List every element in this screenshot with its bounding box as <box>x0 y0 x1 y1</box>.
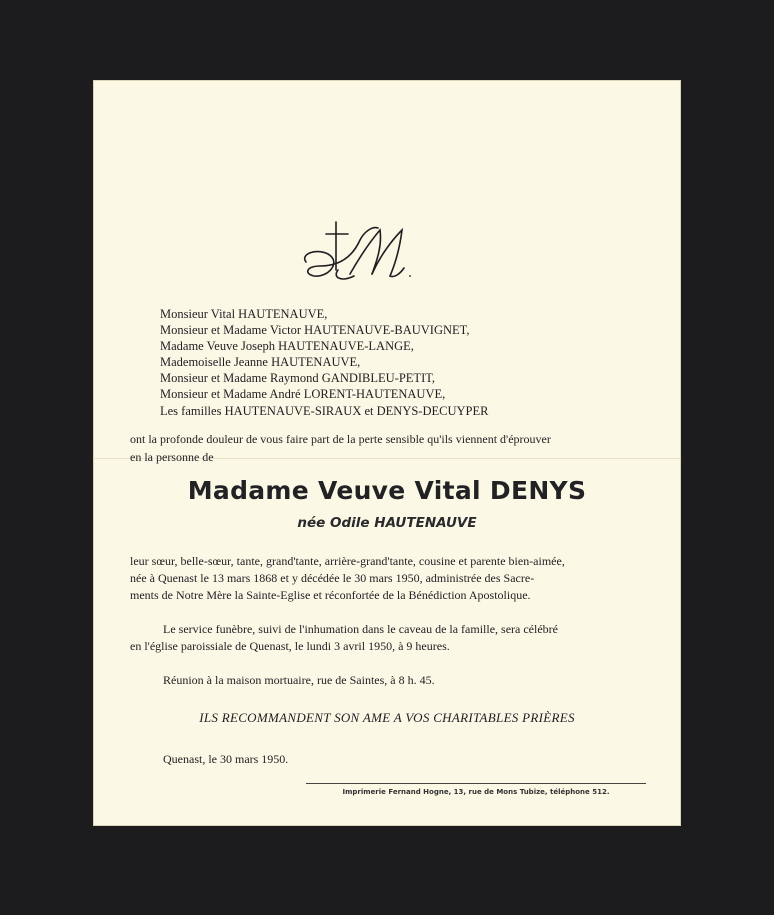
printer-imprint: Imprimerie Fernand Hogne, 13, rue de Mons Tubize, téléphone 512. <box>342 788 610 796</box>
service-line: Le service funèbre, suivi de l'inhumation dans le caveau de la famille, sera célébré <box>163 622 558 636</box>
details-line: leur sœur, belle-sœur, tante, grand'tante, arrière-grand'tante, cousine et parente bien-aimée, <box>130 554 565 568</box>
deceased-name: Madame Veuve Vital DENYS <box>187 476 587 505</box>
maiden-name: née Odile HAUTENAUVE <box>297 515 477 531</box>
cross-monogram-icon <box>298 218 418 286</box>
family-member: Monsieur et Madame André LORENT-HAUTENAUVE, <box>160 387 446 401</box>
announcement-line: en la personne de <box>130 450 214 464</box>
family-member: Madame Veuve Joseph HAUTENAUVE-LANGE, <box>160 339 414 353</box>
mourning-card <box>93 80 681 826</box>
details-line: ments de Notre Mère la Sainte-Eglise et réconfortée de la Bénédiction Apostolique. <box>130 588 531 602</box>
family-member: Les familles HAUTENAUVE-SIRAUX et DENYS-DECUYPER <box>160 404 489 418</box>
family-member: Monsieur et Madame Raymond GANDIBLEU-PETIT, <box>160 371 436 385</box>
family-member: Monsieur et Madame Victor HAUTENAUVE-BAUVIGNET, <box>160 323 470 337</box>
reunion-line: Réunion à la maison mortuaire, rue de Saintes, à 8 h. 45. <box>163 673 435 687</box>
printer-divider <box>306 783 646 784</box>
service-line: en l'église paroissiale de Quenast, le lundi 3 avril 1950, à 9 heures. <box>130 639 450 653</box>
details-line: née à Quenast le 13 mars 1868 et y décédée le 30 mars 1950, administrée des Sacre- <box>130 571 535 585</box>
family-member: Mademoiselle Jeanne HAUTENAUVE, <box>160 355 361 369</box>
family-member: Monsieur Vital HAUTENAUVE, <box>160 307 328 321</box>
announcement-line: ont la profonde douleur de vous faire part de la perte sensible qu'ils viennent d'éprouver <box>130 432 551 446</box>
recommendation-line: ILS RECOMMANDENT SON AME A VOS CHARITABLES PRIÈRES <box>199 710 575 725</box>
place-date: Quenast, le 30 mars 1950. <box>163 752 289 766</box>
